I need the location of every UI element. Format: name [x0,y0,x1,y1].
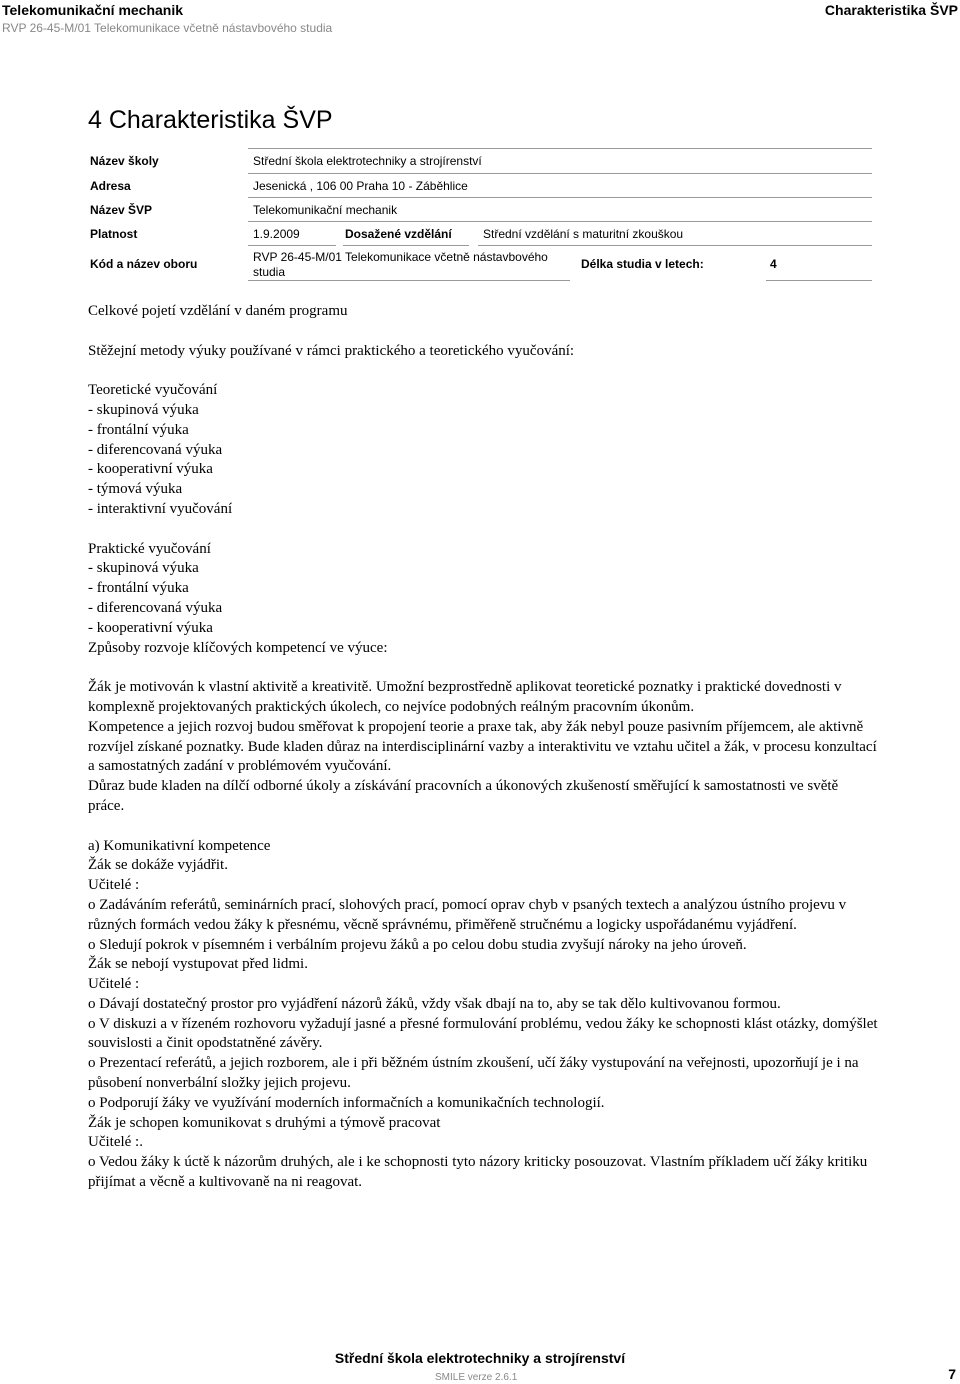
field-value-line2: studia [253,265,286,279]
comm-title: a) Komunikativní kompetence [88,837,271,854]
divider [343,245,469,246]
divider [766,280,872,281]
comm-line: o Prezentací referátů, a jejich rozborem, ale i při běžném ústním zkoušení, učí žáky vystupování na veřejnosti, upozorňují je i na působení nonverbální složky jejich projevu. [88,1055,859,1092]
divider [248,173,872,174]
school-label: Název školy [90,154,159,168]
comm-line: o Sledují pokrok v písemném i verbálním projevu žáků a po celou dobu studia zvyšují nároky na jeho úroveň. [88,936,747,953]
theory-title: Teoretické vyučování [88,382,218,399]
list-item: - kooperativní výuka [88,461,213,478]
field-value-line1: RVP 26-45-M/01 Telekomunikace včetně nástavbového [253,250,548,264]
methods-title: Stěžejní metody výuky používané v rámci praktického a teoretického vyučování: [88,342,575,359]
divider [248,148,872,149]
divider [248,280,570,281]
field-value [253,250,548,280]
comm-line: Žák se nebojí vystupovat před lidmi. [88,956,308,973]
header-subtitle: RVP 26-45-M/01 Telekomunikace včetně nástavbového studia [2,21,333,35]
list-item: - skupinová výuka [88,401,199,418]
comm-line: o Vedou žáky k úctě k názorům druhých, ale i ke schopnosti tyto názory kriticky posouzovat. Vlastním příkladem učí žáky kritiku přijímat a věcně a kultivovaně na ni reagovat. [88,1154,868,1191]
list-item: - kooperativní výuka [88,619,213,636]
competences-title: Způsoby rozvoje klíčových kompetencí ve výuce: [88,639,388,656]
list-item: - diferencovaná výuka [88,441,223,458]
comm-line: Učitelé : [88,976,140,993]
header-section-title: Charakteristika ŠVP [824,2,958,18]
svp-label: Název ŠVP [90,203,153,217]
comm-line: o Zadáváním referátů, seminárních prací, slohových prací, pomocí oprav chyb v psaných textech a analýzou ústního projevu v různých formách vedou žáky k přesnému, věcně správnému, přiměřeně stručnému a logicky uspořádanému vyjádření. [88,896,847,933]
list-item: - frontální výuka [88,421,189,438]
footer-version: SMILE verze 2.6.1 [435,1372,518,1383]
education-value: Střední vzdělání s maturitní zkouškou [483,227,684,241]
header-title: Telekomunikační mechanik [2,2,184,18]
validity-value: 1.9.2009 [253,227,300,241]
field-label: Kód a název oboru [90,257,198,271]
comm-line: o Podporují žáky ve využívání moderních informačních a komunikačních technologií. [88,1094,605,1111]
paragraph: Důraz bude kladen na dílčí odborné úkoly a získávání pracovních a úkonových zkušeností směřující k samostatnosti ve světě práce. [88,778,839,814]
list-item: - interaktivní vyučování [88,500,233,517]
paragraph: Kompetence a jejich rozvoj budou směřovat k propojení teorie a praxe tak, aby žák nebyl pouze pasivním příjemcem, ale aktivně rozvíjel získané poznatky. Bude kladen důraz na interdisciplinární vazby a interaktivitu ve vztahu učitel a žák, v procesu konzultací a samostatných zadání v problémovém vyučování. [88,718,877,775]
divider [248,245,336,246]
list-item: - frontální výuka [88,580,189,597]
length-label: Délka studia v letech: [581,257,704,271]
comm-line: Učitelé :. [88,1134,143,1151]
education-label: Dosažené vzdělání [345,227,452,241]
comm-line: o V diskuzi a v řízeném rozhovoru vyžadují jasné a přesné formulování problému, vedou žáky ke schopnosti klást otázky, domýšlet souvislosti a činit opodstatněné závěry. [88,1015,878,1052]
paragraph: Žák je motivován k vlastní aktivitě a kreativitě. Umožní bezprostředně aplikovat teoretické poznatky i praktické dovednosti v komplexně projektovaných praktických úkolech, co nejvíce podobných reálným pracovním úkonům. [88,679,842,715]
length-value: 4 [770,257,777,271]
practice-title: Praktické vyučování [88,540,211,557]
divider [478,245,872,246]
comm-line: Žák se dokáže vyjádřit. [88,857,228,874]
section-title: Celkové pojetí vzdělání v daném programu [88,303,348,319]
list-item: - diferencovaná výuka [88,599,223,616]
page-number: 7 [948,1366,956,1382]
comm-line: Učitelé : [88,877,140,894]
svp-value: Telekomunikační mechanik [253,203,398,217]
body-text [88,302,878,1193]
list-item: - skupinová výuka [88,560,199,577]
comm-line: Žák je schopen komunikovat s druhými a týmově pracovat [88,1114,441,1131]
school-value: Střední škola elektrotechniky a strojírenství [253,154,482,168]
divider [248,221,872,222]
divider [248,197,872,198]
validity-label: Platnost [90,227,138,241]
footer-school: Střední škola elektrotechniky a strojírenství [334,1350,626,1366]
comm-line: o Dávají dostatečný prostor pro vyjádření názorů žáků, vždy však dbají na to, aby se tak dělo kultivovanou formou. [88,995,781,1012]
page-title: 4 Charakteristika ŠVP [88,106,333,134]
address-value: Jesenická , 106 00 Praha 10 - Záběhlice [253,179,468,193]
list-item: - týmová výuka [88,481,183,498]
address-label: Adresa [90,179,131,193]
